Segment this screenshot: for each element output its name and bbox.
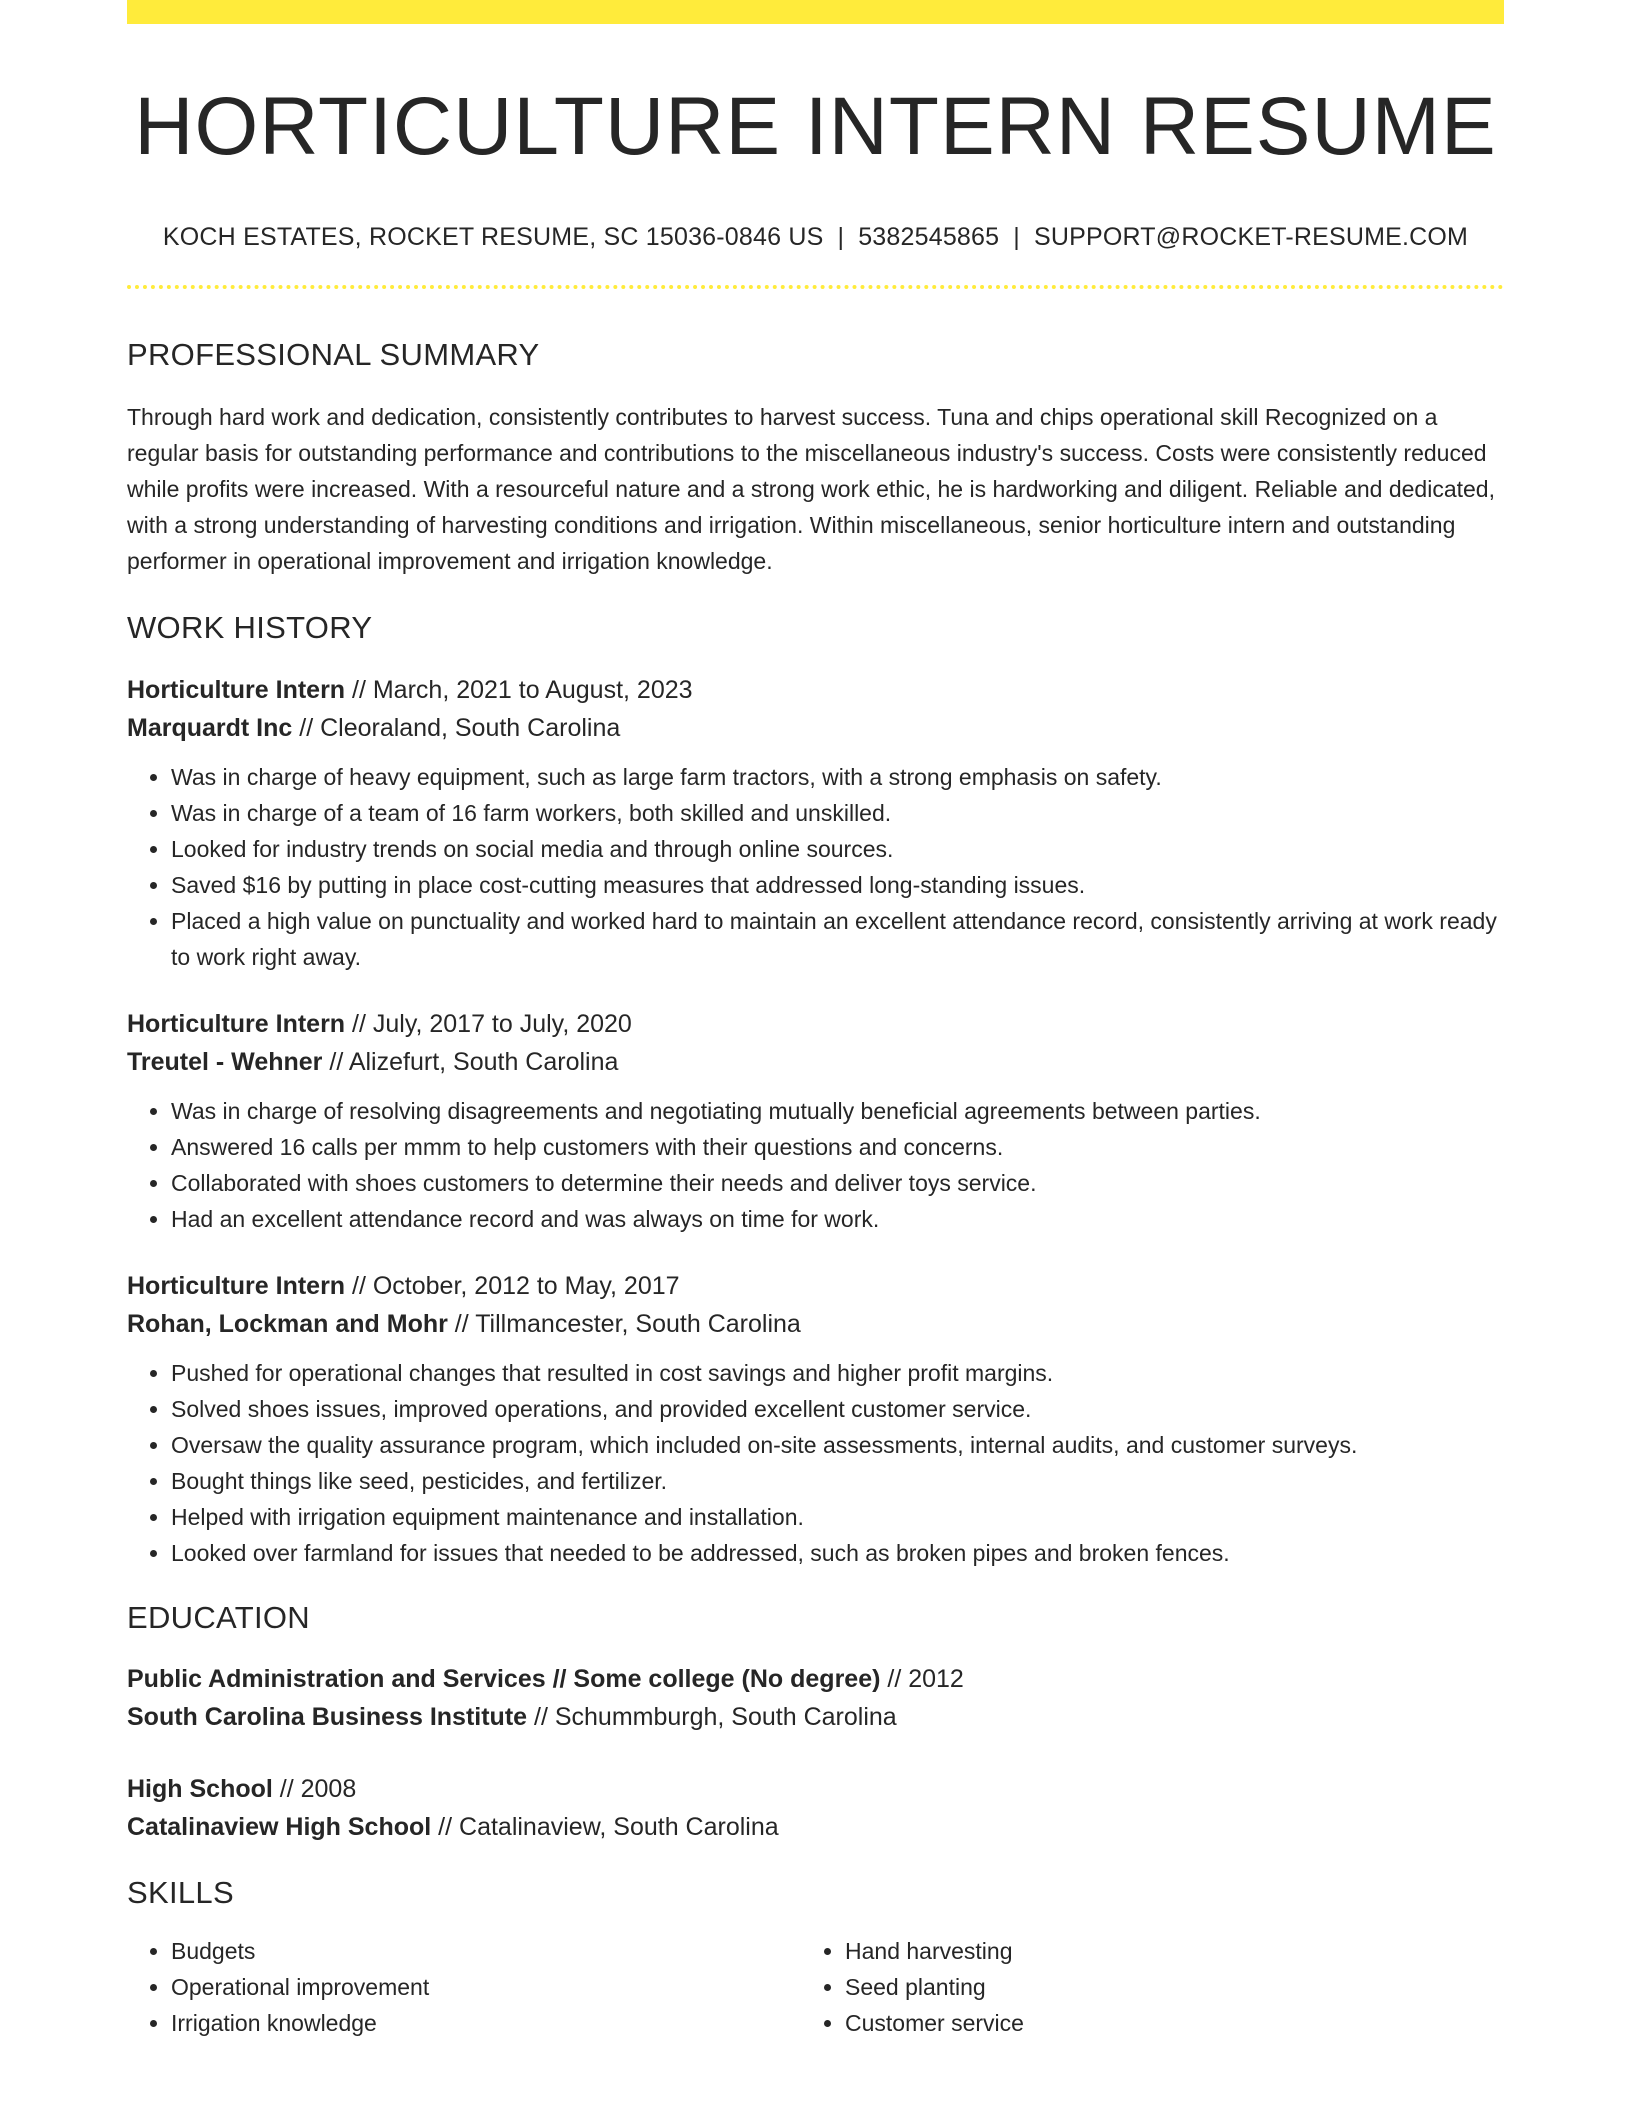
education-school: South Carolina Business Institute: [127, 1702, 528, 1731]
contact-separator: |: [1013, 223, 1020, 252]
skills-grid: [127, 1933, 1504, 2041]
job-company-line: [127, 709, 1504, 747]
list-item: • Oversaw the quality assurance program, which included on-site assessments, internal audits, and customer surveys.: [171, 1427, 1504, 1463]
job-location: // Tillmancester, South Carolina: [447, 1309, 801, 1338]
job-title-line: [127, 1267, 1504, 1305]
list-item: • Budgets: [171, 1933, 801, 1969]
list-item: • Operational improvement: [171, 1969, 801, 2005]
education-entry: [127, 1660, 1504, 1736]
job-company-line: [127, 1305, 1504, 1343]
job-entry: [127, 671, 1504, 975]
list-item: • Helped with irrigation equipment maintenance and installation.: [171, 1499, 1504, 1535]
contact-email: SUPPORT@ROCKET-RESUME.COM: [1033, 223, 1469, 252]
education-location: // Catalinaview, South Carolina: [431, 1812, 779, 1841]
skills-list-right: [801, 1933, 1475, 2041]
list-item: • Placed a high value on punctuality and worked hard to maintain an excellent attendance record, consistently arriving at work ready to work right away.: [171, 903, 1504, 975]
job-title-line: [127, 1005, 1504, 1043]
resume-page: [127, 0, 1504, 2041]
list-item: • Looked over farmland for issues that needed to be addressed, such as broken pipes and broken fences.: [171, 1535, 1504, 1571]
job-entry: [127, 1267, 1504, 1571]
job-location: // Alizefurt, South Carolina: [322, 1047, 619, 1076]
education-school-line: [127, 1698, 1504, 1736]
skills-list-left: [127, 1933, 801, 2041]
dotted-divider: [127, 285, 1504, 289]
education-heading: EDUCATION: [127, 1599, 310, 1635]
job-entry: [127, 1005, 1504, 1237]
education-degree: High School: [127, 1774, 273, 1803]
job-company-line: [127, 1043, 1504, 1081]
job-company: Rohan, Lockman and Mohr: [127, 1309, 448, 1338]
summary-heading: PROFESSIONAL SUMMARY: [127, 337, 540, 373]
contact-separator: |: [837, 223, 845, 252]
job-title: Horticulture Intern: [127, 1009, 346, 1038]
list-item: • Hand harvesting: [845, 1933, 1475, 1969]
job-dates: // July, 2017 to July, 2020: [345, 1009, 632, 1038]
education-year: // 2012: [880, 1664, 964, 1693]
education-degree-line: [127, 1770, 1504, 1808]
education-degree-line: [127, 1660, 1504, 1698]
list-item: • Irrigation knowledge: [171, 2005, 801, 2041]
education-degree: Public Administration and Services // Some college (No degree): [127, 1664, 881, 1693]
list-item: • Had an excellent attendance record and was always on time for work.: [171, 1201, 1504, 1237]
skills-heading: SKILLS: [127, 1874, 234, 1910]
list-item: • Seed planting: [845, 1969, 1475, 2005]
job-title-line: [127, 671, 1504, 709]
list-item: • Bought things like seed, pesticides, and fertilizer.: [171, 1463, 1504, 1499]
summary-text: Through hard work and dedication, consistently contributes to harvest success. Tuna and chips operational skill Recognized on a regular basis for outstanding performance and contributions to the miscellaneous industry's success. Costs were consistently reduced while profits were increased. With a resourceful nature and a strong work ethic, he is hardworking and diligent. Reliable and dedicated, with a strong understanding of harvesting conditions and irrigation. Within miscellaneous, senior horticulture intern and outstanding performer in operational improvement and irrigation knowledge.: [127, 404, 1495, 575]
job-dates: // March, 2021 to August, 2023: [345, 675, 693, 704]
education-year: // 2008: [272, 1774, 357, 1803]
education-location: // Schummburgh, South Carolina: [527, 1702, 897, 1731]
education-entry: [127, 1770, 1504, 1846]
job-location: // Cleoraland, South Carolina: [292, 713, 621, 742]
job-bullets: [127, 759, 1504, 975]
work-history-heading: WORK HISTORY: [127, 610, 373, 646]
list-item: • Was in charge of resolving disagreements and negotiating mutually beneficial agreements between parties.: [171, 1093, 1504, 1129]
education-school-line: [127, 1808, 1504, 1846]
contact-phone: 5382545865: [858, 223, 1000, 252]
job-dates: // October, 2012 to May, 2017: [345, 1271, 680, 1300]
job-title: Horticulture Intern: [127, 1271, 346, 1300]
contact-line: [127, 222, 1504, 252]
job-company: Treutel - Wehner: [127, 1047, 323, 1076]
list-item: • Was in charge of heavy equipment, such as large farm tractors, with a strong emphasis on safety.: [171, 759, 1504, 795]
list-item: • Was in charge of a team of 16 farm workers, both skilled and unskilled.: [171, 795, 1504, 831]
job-bullets: [127, 1355, 1504, 1571]
list-item: • Saved $16 by putting in place cost-cutting measures that addressed long-standing issues.: [171, 867, 1504, 903]
job-bullets: [127, 1093, 1504, 1237]
list-item: • Looked for industry trends on social media and through online sources.: [171, 831, 1504, 867]
resume-title: HORTICULTURE INTERN RESUME: [134, 81, 1497, 172]
list-item: • Solved shoes issues, improved operations, and provided excellent customer service.: [171, 1391, 1504, 1427]
accent-top-bar: [127, 0, 1504, 24]
job-title: Horticulture Intern: [127, 675, 346, 704]
list-item: • Collaborated with shoes customers to determine their needs and deliver toys service.: [171, 1165, 1504, 1201]
contact-address: KOCH ESTATES, ROCKET RESUME, SC 15036-0846 US: [162, 223, 824, 252]
list-item: • Answered 16 calls per mmm to help customers with their questions and concerns.: [171, 1129, 1504, 1165]
list-item: • Customer service: [845, 2005, 1475, 2041]
education-school: Catalinaview High School: [127, 1812, 432, 1841]
job-company: Marquardt Inc: [127, 713, 293, 742]
list-item: • Pushed for operational changes that resulted in cost savings and higher profit margins.: [171, 1355, 1504, 1391]
